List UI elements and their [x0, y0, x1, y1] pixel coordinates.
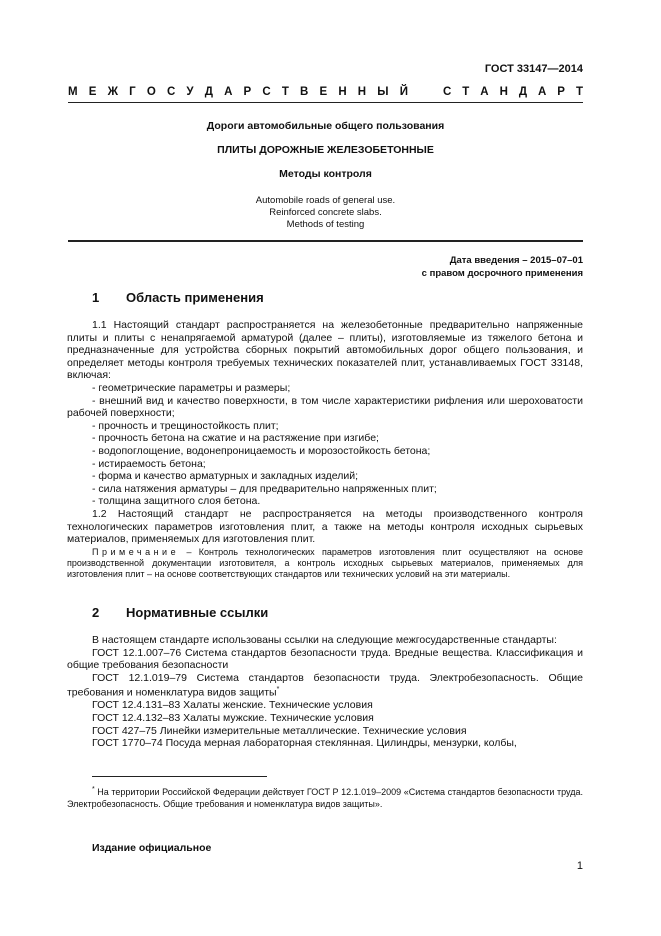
list-item: - истираемость бетона; [92, 457, 206, 470]
english-title-line: Methods of testing [286, 219, 365, 230]
introduction-date-line: Дата введения – 2015–07–01 [449, 255, 583, 266]
english-title-line: Automobile roads of general use. [255, 195, 396, 206]
list-item: - форма и качество арматурных и закладных изделий; [92, 470, 359, 483]
section-1-body [67, 319, 583, 580]
section-number: 1 [92, 290, 100, 305]
list-item: - геометрические параметры и размеры; [92, 381, 291, 394]
banner-rule [68, 102, 583, 103]
section-title: Область применения [126, 290, 264, 305]
paragraph-1-2: 1.2 Настоящий стандарт не распространяется на методы производственного контроля технологических параметров изготовления плит, а также на методы контроля исходных сырьевых материалов, применяемых для изготовления плит. [67, 507, 583, 546]
reference-text: ГОСТ 12.4.132–83 Халаты мужские. Технические условия [92, 712, 374, 725]
list-item: - прочность бетона на сжатие и на растяжение при изгибе; [92, 432, 379, 445]
footnote-mark: * [92, 786, 95, 793]
reference-item [67, 725, 583, 738]
english-title [68, 195, 583, 231]
official-edition-label: Издание официальное [92, 842, 212, 854]
note-label: Примечание [92, 546, 180, 557]
title-line-methods: Методы контроля [279, 168, 372, 180]
reference-text: ГОСТ 12.1.007–76 Система стандартов безопасности труда. Вредные вещества. Классификация и общие требования безопасности [67, 646, 583, 672]
paragraph-1-1: 1.1 Настоящий стандарт распространяется на железобетонные предварительно напряженные плиты и плиты с ненапрягаемой арматурой (далее – плиты), изготовляемые из тяжелого бетона и предназначенные для устройства сборных покрытий автомобильных дорог общего пользования, и определяет методы контроля требуемых технических показателей плит, устанавливаемых ГОСТ 33148, включая: [67, 319, 583, 382]
list-item: - прочность и трещиностойкость плит; [92, 419, 279, 432]
section-number: 2 [92, 605, 100, 620]
footnote [67, 784, 583, 810]
footnote-rule [92, 776, 267, 777]
introduction-date [422, 255, 583, 280]
title-line-slabs: ПЛИТЫ ДОРОЖНЫЕ ЖЕЛЕЗОБЕТОННЫЕ [217, 144, 434, 156]
reference-text: ГОСТ 12.1.019–79 Система стандартов безопасности труда. Электробезопасность. Общие требования и номенклатура видов защиты [67, 671, 583, 699]
note-text: – Контроль технологических параметров изготовления плит осуществляют на основе производственной документации изготовителя, а контроль исходных сырьевых материалов, применяемых для изготовления плит – на основе соответствующих стандартов или технических условий на эти материалы. [67, 546, 583, 580]
banner-word-interstate: М Е Ж Г О С У Д А Р С Т В Е Н Н Ы Й [68, 86, 408, 98]
title-line-roads: Дороги автомобильные общего пользования [206, 120, 445, 132]
paragraph-2-intro: В настоящем стандарте использованы ссылки на следующие межгосударственные стандарты: [92, 634, 557, 646]
title-rule [68, 240, 583, 242]
section-1-heading [92, 290, 264, 305]
reference-item [67, 672, 583, 700]
footnote-text: На территории Российской Федерации действует ГОСТ Р 12.1.019–2009 «Система стандартов безопасности труда. Электробезопасность. Общие требования и номенклатура видов защиты». [67, 787, 583, 809]
section-2-body [67, 634, 583, 750]
reference-item [67, 712, 583, 725]
requirements-list [67, 382, 583, 508]
note [67, 547, 583, 581]
list-item: - сила натяжения арматуры – для предварительно напряженных плит; [92, 482, 437, 495]
page-number: 1 [576, 860, 583, 872]
reference-item [67, 737, 583, 750]
english-title-line: Reinforced concrete slabs. [269, 207, 382, 218]
list-item: - толщина защитного слоя бетона. [92, 495, 261, 508]
reference-text: ГОСТ 1770–74 Посуда мерная лабораторная стеклянная. Цилиндры, мензурки, колбы, [92, 737, 517, 750]
list-item: - водопоглощение, водонепроницаемость и морозостойкость бетона; [92, 444, 431, 457]
footnote-reference-mark: * [276, 686, 280, 694]
list-item: - внешний вид и качество поверхности, в том числе характеристики рифления или шероховатости рабочей поверхности; [67, 394, 583, 420]
reference-item [67, 699, 583, 712]
early-application-line: с правом досрочного применения [421, 267, 583, 279]
section-2-heading [92, 605, 268, 620]
standard-banner [68, 86, 583, 98]
banner-word-standard: С Т А Н Д А Р Т [443, 86, 583, 98]
document-code: ГОСТ 33147—2014 [484, 63, 583, 75]
reference-item [67, 647, 583, 672]
reference-text: ГОСТ 12.4.131–83 Халаты женские. Технические условия [92, 699, 373, 712]
reference-text: ГОСТ 427–75 Линейки измерительные металлические. Технические условия [92, 724, 467, 737]
references-list [67, 647, 583, 750]
section-title: Нормативные ссылки [126, 605, 269, 620]
